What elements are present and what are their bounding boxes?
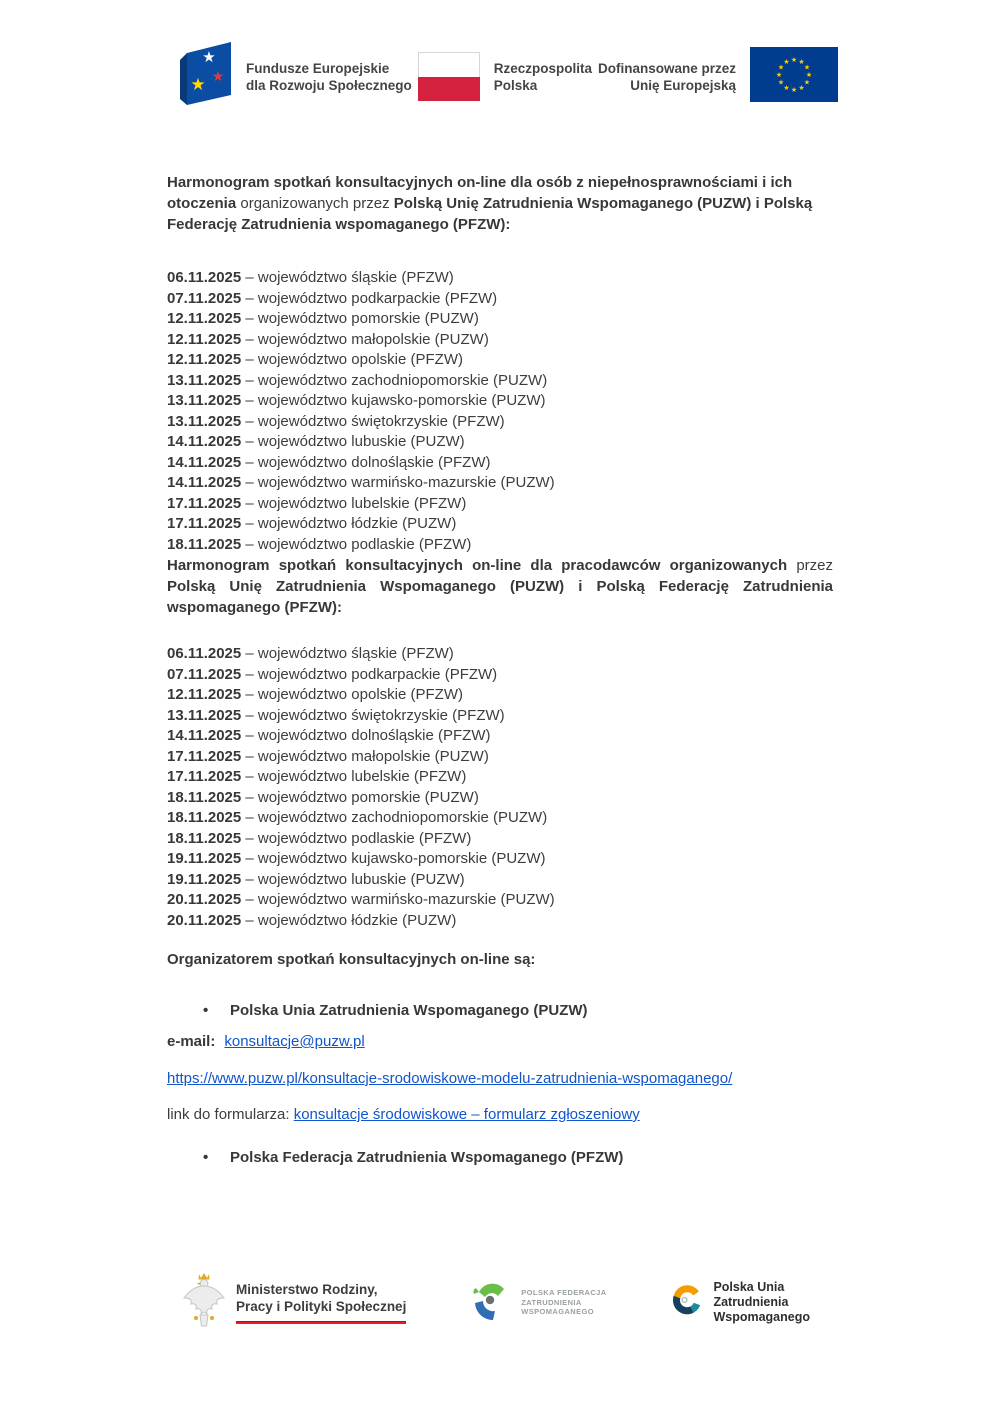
svg-text:★: ★ (790, 55, 798, 64)
schedule-item-date: 17.11.2025 (167, 515, 242, 532)
schedule-item (167, 535, 833, 556)
schedule-item (167, 726, 833, 747)
schedule-item (167, 391, 833, 412)
schedule-item-region: – województwo zachodniopomorskie (PUZW) (241, 371, 548, 389)
eu-cofunded-label-line2: Unię Europejską (630, 77, 736, 93)
schedule-item-date: 13.11.2025 (167, 706, 242, 724)
svg-text:★: ★ (783, 57, 790, 66)
schedule-item (167, 767, 833, 788)
pfzw-label-line3: WSPOMAGANEGO (521, 1307, 594, 1317)
pfzw-swirl-icon (471, 1278, 511, 1327)
schedule-item-region: – województwo pomorskie (PUZW) (241, 788, 479, 806)
schedule-item-region: – województwo śląskie (PFZW) (241, 269, 454, 286)
text-segment: przez (796, 557, 833, 574)
schedule-item (167, 514, 833, 535)
svg-text:★: ★ (777, 78, 785, 86)
schedule-item (167, 330, 833, 351)
eu-funds-label (246, 60, 412, 94)
schedule-item-date: 18.11.2025 (167, 535, 242, 553)
poland-label-line2: Polska (493, 77, 538, 93)
schedule-disabilities (167, 268, 833, 555)
schedule-item (167, 432, 833, 453)
eu-funds-logo (178, 40, 412, 113)
poland-label (494, 60, 592, 94)
schedule-item-date: 06.11.2025 (167, 645, 242, 662)
svg-text:★: ★ (190, 75, 206, 95)
schedule-item-region: – województwo kujawsko-pomorskie (PUZW) (241, 850, 546, 867)
schedule-item-date: 06.11.2025 (167, 269, 242, 286)
intro-disabilities (167, 172, 833, 235)
schedule-item-region: – województwo podkarpackie (PFZW) (241, 665, 498, 683)
schedule-item (167, 473, 833, 494)
ministry-logo (182, 1270, 406, 1335)
svg-text:★: ★ (803, 78, 811, 86)
schedule-item-date: 19.11.2025 (167, 850, 242, 867)
schedule-item (167, 829, 833, 850)
schedule-item (167, 849, 833, 870)
schedule-item-region: – województwo pomorskie (PUZW) (241, 310, 479, 327)
eu-cofunded-label (598, 60, 736, 94)
eu-funds-flag-icon (178, 40, 232, 113)
pfzw-label-line2: ZATRUDNIENIA (521, 1297, 582, 1307)
schedule-item-date: 14.11.2025 (167, 433, 242, 450)
schedule-item-region: – województwo lubuskie (PUZW) (241, 870, 465, 888)
schedule-employers (167, 644, 833, 931)
organizer-puzw: • Polska Unia Zatrudnienia Wspomaganego (PUZW) (167, 1000, 833, 1021)
puzw-logo (671, 1280, 810, 1325)
schedule-item-date: 12.11.2025 (167, 330, 242, 348)
schedule-item-region: – województwo świętokrzyskie (PFZW) (241, 412, 505, 430)
schedule-item (167, 644, 833, 665)
schedule-item (167, 665, 833, 686)
schedule-item-date: 14.11.2025 (167, 727, 242, 744)
text-segment: Polską Unię Zatrudnienia Wspomaganego (PUZW) i Polską Federację Zatrudnienia wspomaganego (PFZW): (167, 195, 813, 233)
schedule-item-date: 13.11.2025 (167, 412, 242, 430)
schedule-item (167, 268, 833, 289)
svg-text:★: ★ (798, 57, 805, 66)
schedule-item-region: – województwo lubelskie (PFZW) (241, 494, 467, 512)
schedule-item-date: 07.11.2025 (167, 665, 242, 683)
schedule-item-date: 12.11.2025 (167, 686, 242, 703)
schedule-item-date: 18.11.2025 (167, 829, 242, 847)
schedule-item-date: 12.11.2025 (167, 351, 242, 368)
svg-text:★: ★ (798, 83, 805, 92)
svg-text:★: ★ (775, 70, 783, 79)
schedule-item-region: – województwo warmińsko-mazurskie (PUZW) (241, 891, 555, 908)
organizer-pfzw: • Polska Federacja Zatrudnienia Wspomaganego (PFZW) (167, 1147, 833, 1168)
footer-logos (182, 1270, 810, 1335)
schedule-item-region: – województwo świętokrzyskie (PFZW) (241, 706, 505, 724)
schedule-item (167, 706, 833, 727)
schedule-item (167, 808, 833, 829)
schedule-item-date: 20.11.2025 (167, 911, 242, 929)
text-segment: Harmonogram spotkań konsultacyjnych on-line dla osób z niepełnosprawnościami i ich otoczenia (167, 174, 793, 212)
eu-cofunded-logo (598, 47, 838, 107)
form-line (167, 1104, 833, 1125)
site-link[interactable]: https://www.puzw.pl/konsultacje-srodowiskowe-modelu-zatrudnienia-wspomaganego/ (167, 1070, 733, 1087)
schedule-item (167, 890, 833, 911)
schedule-item (167, 350, 833, 371)
email-link[interactable]: konsultacje@puzw.pl (224, 1033, 365, 1050)
pfzw-label-line1: POLSKA FEDERACJA (521, 1288, 607, 1298)
ministry-red-rule (236, 1321, 406, 1324)
intro-employers (167, 555, 833, 618)
schedule-item-date: 14.11.2025 (167, 453, 242, 471)
schedule-item-region: – województwo łódzkie (PUZW) (241, 911, 457, 929)
schedule-item-date: 17.11.2025 (167, 747, 242, 765)
eu-flag-icon (750, 47, 838, 107)
form-label: link do formularza: (167, 1106, 294, 1123)
schedule-item-region: – województwo łódzkie (PUZW) (241, 515, 457, 532)
schedule-item-region: – województwo kujawsko-pomorskie (PUZW) (241, 392, 546, 409)
schedule-item (167, 289, 833, 310)
schedule-item (167, 788, 833, 809)
svg-text:★: ★ (202, 48, 216, 66)
svg-text:★: ★ (805, 70, 813, 79)
poland-logo (418, 52, 592, 101)
schedule-item-date: 17.11.2025 (167, 768, 242, 785)
schedule-item-date: 20.11.2025 (167, 891, 242, 908)
schedule-item-date: 14.11.2025 (167, 474, 242, 491)
schedule-item-region: – województwo śląskie (PFZW) (241, 645, 454, 662)
schedule-item-date: 18.11.2025 (167, 788, 242, 806)
schedule-item-region: – województwo dolnośląskie (PFZW) (241, 727, 491, 744)
schedule-item-region: – województwo lubuskie (PUZW) (241, 433, 465, 450)
schedule-item (167, 494, 833, 515)
schedule-item-region: – województwo opolskie (PFZW) (241, 686, 463, 703)
pfzw-logo (471, 1278, 606, 1327)
schedule-item-date: 13.11.2025 (167, 392, 242, 409)
schedule-item-date: 13.11.2025 (167, 371, 242, 389)
schedule-item (167, 412, 833, 433)
text-segment: Harmonogram spotkań konsultacyjnych on-line dla pracodawców organizowanych (167, 557, 797, 574)
schedule-item-date: 17.11.2025 (167, 494, 242, 512)
schedule-item-date: 07.11.2025 (167, 289, 242, 307)
puzw-label-line2: Zatrudnienia (713, 1295, 789, 1309)
puzw-label (713, 1280, 810, 1325)
schedule-item (167, 309, 833, 330)
schedule-item (167, 371, 833, 392)
schedule-item (167, 453, 833, 474)
text-segment: Polską Unię Zatrudnienia Wspomaganego (PUZW) i Polską Federację Zatrudnienia wspomaganego (PFZW): (167, 578, 833, 616)
puzw-label-line1: Polska Unia (713, 1280, 785, 1294)
schedule-item-region: – województwo warmińsko-mazurskie (PUZW) (241, 474, 555, 491)
schedule-item-region: – województwo zachodniopomorskie (PUZW) (241, 809, 548, 826)
ministry-label (236, 1281, 406, 1324)
schedule-item (167, 685, 833, 706)
schedule-item (167, 747, 833, 768)
schedule-item (167, 911, 833, 932)
eu-funds-label-line2: dla Rozwoju Społecznego (246, 77, 412, 93)
email-label: e-mail: (167, 1033, 216, 1050)
svg-text:★: ★ (783, 83, 790, 92)
puzw-circle-icon (671, 1284, 703, 1321)
schedule-item-region: – województwo opolskie (PFZW) (241, 351, 463, 368)
ministry-label-line1: Ministerstwo Rodziny, (236, 1282, 378, 1297)
schedule-item-region: – województwo lubelskie (PFZW) (241, 768, 467, 785)
schedule-item (167, 870, 833, 891)
email-line (167, 1031, 833, 1052)
svg-text:★: ★ (803, 63, 811, 71)
form-link[interactable]: konsultacje środowiskowe – formularz zgłoszeniowy (293, 1106, 640, 1123)
text-segment: organizowanych przez (240, 195, 394, 212)
svg-text:★: ★ (211, 69, 225, 85)
poland-eagle-icon (182, 1270, 226, 1335)
site-line (167, 1068, 833, 1089)
pfzw-label (521, 1288, 606, 1317)
schedule-item-region: – województwo małopolskie (PUZW) (241, 747, 489, 765)
poland-label-line1: Rzeczpospolita (493, 60, 592, 76)
svg-text:★: ★ (777, 63, 785, 71)
schedule-item-date: 19.11.2025 (167, 870, 242, 888)
svg-text:★: ★ (790, 85, 798, 94)
ministry-label-line2: Pracy i Polityki Społecznej (236, 1299, 407, 1314)
schedule-item-region: – województwo podlaskie (PFZW) (241, 829, 472, 847)
schedule-item-date: 18.11.2025 (167, 809, 242, 826)
eu-cofunded-label-line1: Dofinansowane przez (597, 60, 736, 76)
schedule-item-region: – województwo podlaskie (PFZW) (241, 535, 472, 553)
schedule-item-region: – województwo podkarpackie (PFZW) (241, 289, 498, 307)
poland-flag-icon (418, 52, 480, 101)
puzw-label-line3: Wspomaganego (713, 1310, 810, 1324)
schedule-item-date: 12.11.2025 (167, 310, 242, 327)
document-body (167, 172, 833, 1168)
eu-funds-label-line1: Fundusze Europejskie (246, 60, 390, 76)
schedule-item-region: – województwo dolnośląskie (PFZW) (241, 453, 491, 471)
schedule-item-region: – województwo małopolskie (PUZW) (241, 330, 489, 348)
organizers-heading: Organizatorem spotkań konsultacyjnych on-line są: (167, 951, 536, 968)
header-logos (178, 40, 838, 113)
